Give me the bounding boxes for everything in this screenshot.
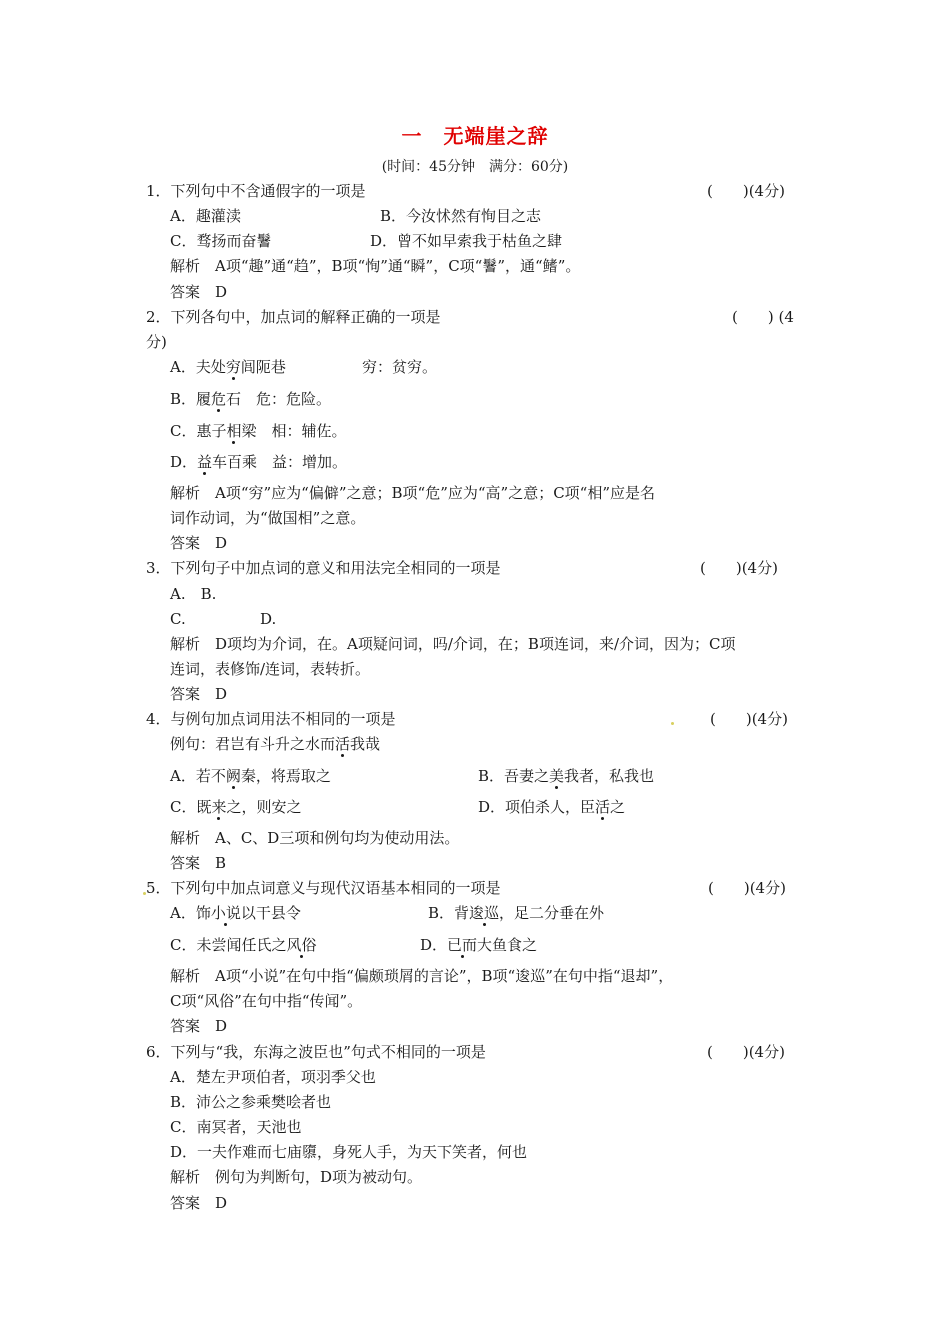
question-5-answer: 答案 D — [170, 1017, 228, 1035]
question-3-analysis-line-2: 连词，表修饰/连词，表转折。 — [170, 660, 371, 678]
dotted-word: 逡巡 — [469, 904, 500, 922]
question-1-option-a: A．趣灌渎 — [170, 207, 241, 225]
question-3-option-d: D. — [260, 610, 277, 628]
question-1-mark: ( )(4分) — [707, 182, 785, 200]
question-1-option-b: B．今汝怵然有恂目之志 — [380, 207, 542, 225]
question-3-stem: 3．下列句子中加点词的意义和用法完全相同的一项是 — [146, 559, 501, 577]
dotted-word: 风俗 — [286, 936, 317, 954]
question-3-option-c: C. — [170, 610, 186, 628]
question-4-answer: 答案 B — [170, 854, 227, 872]
question-6-stem: 6．下列与“我，东海之波臣也”句式不相同的一项是 — [146, 1043, 486, 1061]
question-5-option-a: A．饰小说以干县令 — [170, 904, 301, 922]
question-1-analysis: 解析 A项“趣”通“趋”，B项“恂”通“瞬”，C项“鬐”，通“鳍”。 — [170, 257, 581, 275]
question-3-answer: 答案 D — [170, 685, 228, 703]
question-3-mark: ( )(4分) — [700, 559, 778, 577]
dotted-word: 美 — [549, 767, 565, 785]
question-5-option-c: C．未尝闻任氏之风俗 — [170, 936, 317, 954]
scan-speck — [671, 722, 674, 725]
question-4-example: 例句：君岂有斗升之水而活我哉 — [170, 735, 381, 753]
dotted-word: 阙 — [225, 767, 241, 785]
question-6-option-a: A．楚左尹项伯者，项羽季父也 — [170, 1068, 376, 1086]
question-4-option-b: B．吾妻之美我者，私我也 — [478, 767, 655, 785]
question-5-option-b: B．背逡巡，足二分垂在外 — [428, 904, 605, 922]
question-5-stem: 5．下列句中加点词意义与现代汉语基本相同的一项是 — [146, 879, 501, 897]
question-2-mark: ( ) (4 — [732, 308, 794, 326]
question-6-option-b: B．沛公之参乘樊哙者也 — [170, 1093, 332, 1111]
question-2-analysis-line-2: 词作动词，为“做国相”之意。 — [170, 509, 366, 527]
dotted-word: 相 — [226, 422, 242, 440]
dotted-word: 益 — [197, 453, 213, 471]
question-5-analysis-line-1: 解析 A项“小说”在句中指“偏颇琐屑的言论”，B项“逡巡”在句中指“退却”， — [170, 967, 674, 985]
dotted-word: 来 — [211, 798, 227, 816]
dotted-word: 活 — [335, 735, 351, 753]
question-2-analysis-line-1: 解析 A项“穷”应为“偏僻”之意；B项“危”应为“高”之意；C项“相”应是名 — [170, 484, 656, 502]
question-4-option-d: D．项伯杀人，臣活之 — [478, 798, 626, 816]
page-title: 一 无端崖之辞 — [401, 124, 549, 148]
question-2-answer: 答案 D — [170, 534, 228, 552]
question-2-option-b: B．履危石 危：危险。 — [170, 390, 332, 408]
question-2-option-a: A．夫处穷闾阨巷 — [170, 358, 286, 376]
question-2-option-c: C．惠子相梁 相：辅佐。 — [170, 422, 347, 440]
question-4-mark: ( )(4分) — [710, 710, 788, 728]
question-2-option-a-gloss: 穷：贫穷。 — [362, 358, 438, 376]
question-3-options-ab: A. B. — [170, 585, 217, 603]
question-4-analysis: 解析 A、C、D三项和例句均为使动用法。 — [170, 829, 460, 847]
question-5-analysis-line-2: C项“风俗”在句中指“传闻”。 — [170, 992, 363, 1010]
question-1-answer: 答案 D — [170, 283, 228, 301]
question-6-answer: 答案 D — [170, 1194, 228, 1212]
question-2-option-d: D．益车百乘 益：增加。 — [170, 453, 348, 471]
dotted-word: 小说 — [210, 904, 241, 922]
dotted-word: 穷 — [225, 358, 241, 376]
page-subtitle: (时间：45分钟 满分：60分) — [381, 159, 569, 175]
question-6-mark: ( )(4分) — [707, 1043, 785, 1061]
question-1-option-d: D．曾不如早索我于枯鱼之肆 — [370, 232, 563, 250]
question-1-stem: 1．下列句中不含通假字的一项是 — [146, 182, 366, 200]
question-2-stem: 2．下列各句中，加点词的解释正确的一项是 — [146, 308, 441, 326]
dotted-word: 活 — [595, 798, 611, 816]
question-6-analysis: 解析 例句为判断句，D项为被动句。 — [170, 1168, 423, 1186]
question-6-option-c: C．南冥者，天池也 — [170, 1118, 302, 1136]
question-5-option-d: D．已而大鱼食之 — [420, 936, 538, 954]
question-4-option-a: A．若不阙秦，将焉取之 — [170, 767, 331, 785]
question-1-option-c: C．骛扬而奋鬐 — [170, 232, 272, 250]
question-4-option-c: C．既来之，则安之 — [170, 798, 302, 816]
dotted-word: 已而 — [447, 936, 478, 954]
scan-speck — [143, 892, 146, 895]
question-6-option-d: D．一夫作难而七庙隳，身死人手，为天下笑者，何也 — [170, 1143, 528, 1161]
question-3-analysis-line-1: 解析 D项均为介词，在。A项疑问词，吗/介词，在；B项连词，来/介词，因为；C项 — [170, 635, 736, 653]
question-4-stem: 4．与例句加点词用法不相同的一项是 — [146, 710, 396, 728]
dotted-word: 危 — [211, 390, 227, 408]
question-2-mark-cont: 分) — [146, 333, 167, 351]
question-5-mark: ( )(4分) — [708, 879, 786, 897]
